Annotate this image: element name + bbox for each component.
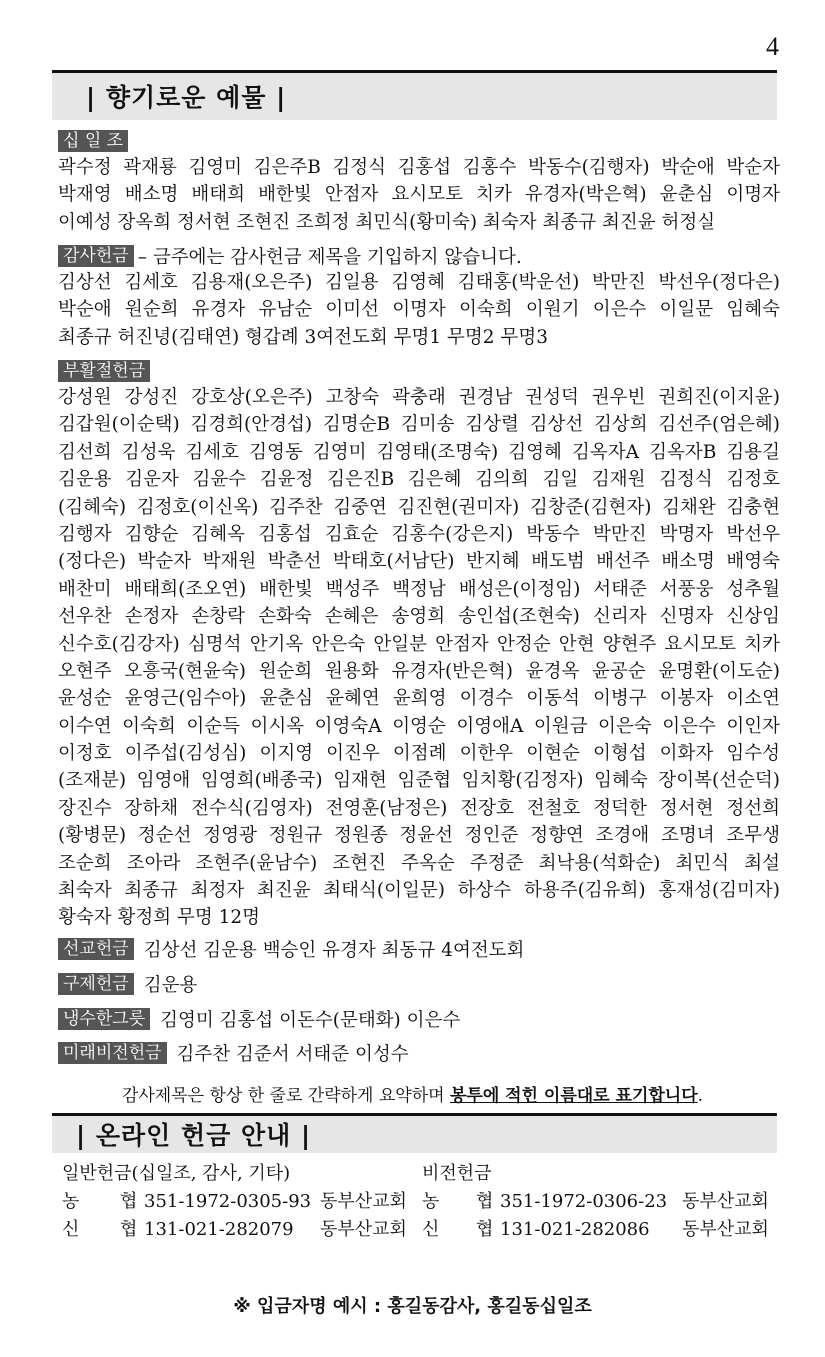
account-number: 131-021-282086 [500,1219,650,1240]
general-offering-header: 일반헌금(십일조, 감사, 기타) [62,1163,291,1184]
deposit-name-example: ※ 입금자명 예시 : 홍길동감사, 홍길동십일조 [233,1296,592,1317]
mission-section [58,936,780,962]
account-number: 351-1972-0306-23 [500,1191,668,1212]
thanks-section [58,243,780,351]
name-line: 김운용 김운자 김윤수 김윤정 김은진B 김은혜 김의희 김일 김재원 김정식 김정호 [58,469,780,491]
relief-section [58,971,780,997]
name-line: 오현주 오흥국(현윤숙) 원순희 원용화 유경자(반은혁) 윤경옥 윤공순 윤명환(이도순) [58,660,780,682]
tithe-list [58,154,780,236]
name-line: (황병문) 정순선 정영광 정원규 정원종 정윤선 정인준 정향연 조경애 조명녀 조무생 [58,825,780,847]
bank-name: 신 [62,1219,80,1240]
page-number: 4 [766,32,779,61]
bank-name: 협 [120,1219,138,1240]
relief-names: 김운용 [143,975,198,996]
account-holder: 동부산교회 [320,1191,407,1212]
account-row [62,1188,782,1216]
name-line: 김선희 김성욱 김세호 김영동 김영미 김영태(조명숙) 김영혜 김옥자A 김옥자B 김용길 [58,441,780,463]
name-line: 신수호(김강자) 심명석 안기옥 안은숙 안일분 안점자 안정순 안현 양현주 요시모토 치카 [58,633,780,655]
name-line: 이수연 이숙희 이순득 이시옥 이영숙A 이영순 이영애A 이원금 이은숙 이은수 이인자 [58,715,780,737]
vision-names: 김주찬 김준서 서태준 이성수 [176,1044,409,1065]
name-line: 김행자 김향순 김혜옥 김홍섭 김효순 김홍수(강은지) 박동수 박만진 박명자 박선우 [58,523,780,545]
name-line: (조재분) 임영애 임영희(배종국) 임재현 임준협 임치황(김정자) 임혜숙 장이복(선순덕) [58,770,780,792]
thanks-tag: 감사헌금 [58,245,134,267]
easter-list [58,384,780,932]
account-number: 131-021-282079 [144,1219,294,1240]
name-line: 선우찬 손정자 손창락 손화숙 손혜은 송영희 송인섭(조현숙) 신리자 신명자 신상임 [58,606,780,628]
name-line: 이예성 장옥희 정서현 조현진 조희정 최민식(황미숙) 최숙자 최종규 최진윤 허정실 [58,211,716,233]
bank-name: 농 [422,1191,440,1212]
name-line: 최숙자 최종규 최정자 최진윤 최태식(이일문) 하상수 하용주(김유희) 홍재성(김미자) [58,880,780,902]
easter-tag: 부활절헌금 [58,360,150,382]
account-holder: 동부산교회 [320,1219,407,1240]
tithe-section [58,128,780,236]
name-line: 황숙자 황정희 무명 12명 [58,907,261,929]
vision-tag: 미래비전헌금 [58,1042,167,1064]
name-line: 이정호 이주섭(김성심) 이지영 이진우 이점례 이한우 이현순 이형섭 이화자 임수성 [58,743,780,765]
name-line: 김갑원(이순택) 김경희(안경섭) 김명순B 김미송 김상렬 김상선 김상희 김선주(엄은혜) [58,414,780,436]
bank-name: 농 [62,1191,80,1212]
vision-section [58,1040,780,1066]
note-suffix: . [697,1086,704,1106]
name-line: 배찬미 배태희(조오연) 배한빛 백성주 백정남 배성은(이정임) 서태준 서풍웅 성추월 [58,578,780,600]
tithe-tag: 십 일 조 [58,130,128,152]
note-emphasis: 봉투에 적힌 이름대로 표기합니다 [449,1086,698,1106]
bank-name: 협 [476,1191,494,1212]
name-line: 강성원 강성진 강호상(오은주) 고창숙 곽충래 권경남 권성덕 권우빈 권희진(이지윤) [58,387,780,408]
name-line: 박재영 배소명 배태희 배한빛 안점자 요시모토 치카 유경자(박은혁) 윤춘심 이명자 [58,184,780,206]
cold-water-names: 김영미 김홍섭 이돈수(문태화) 이은수 [160,1010,461,1031]
account-number: 351-1972-0305-93 [144,1191,312,1212]
vision-offering-header: 비전헌금 [422,1163,492,1184]
note-prefix: 감사제목은 항상 한 줄로 간략하게 요약하며 [121,1086,450,1106]
easter-section [58,358,780,932]
name-line: 장진수 장하채 전수식(김영자) 전영훈(남정은) 전장호 전철호 정덕한 정서현 정선희 [58,797,780,819]
account-holder: 동부산교회 [682,1191,769,1212]
name-line: 박순애 원순희 유경자 유남순 이미선 이명자 이숙희 이원기 이은수 이일문 임혜숙 [58,299,780,321]
cold-water-section [58,1006,780,1032]
name-line: 김상선 김세호 김용재(오은주) 김일용 김영혜 김태홍(박운선) 박만진 박선우(정다은) [58,272,780,293]
account-row [62,1216,782,1244]
account-holder: 동부산교회 [682,1219,769,1240]
thanks-list [58,269,780,351]
thanks-note: – 금주에는 감사헌금 제목을 기입하지 않습니다. [137,247,522,268]
bank-name: 협 [476,1219,494,1240]
name-line: 최종규 허진녕(김태연) 형갑례 3여전도회 무명1 무명2 무명3 [58,326,548,348]
online-section-title: | 온라인 헌금 안내 | [52,1113,777,1153]
relief-tag: 구제헌금 [58,973,134,995]
cold-water-tag: 냉수한그릇 [58,1008,150,1030]
bank-name: 협 [120,1191,138,1212]
mission-names: 김상선 김운용 백승인 유경자 최동규 4여전도회 [143,940,525,961]
bank-name: 신 [422,1219,440,1240]
name-line: 윤성순 윤영근(임수아) 윤춘심 윤혜연 윤희영 이경수 이동석 이병구 이봉자 이소연 [58,688,780,710]
name-line: (정다은) 박순자 박재원 박춘선 박태호(서남단) 반지혜 배도범 배선주 배소명 배영숙 [58,551,780,573]
name-line: (김혜숙) 김정호(이신옥) 김주찬 김중연 김진현(권미자) 김창준(김현자) 김채완 김충현 [58,496,780,518]
mission-tag: 선교헌금 [58,938,134,960]
online-accounts [62,1160,782,1244]
offering-section-title: | 향기로운 예물 | [52,70,777,120]
name-line: 곽수정 곽재룡 김영미 김은주B 김정식 김홍섭 김홍수 박동수(김행자) 박순애 박순자 [58,157,780,178]
offering-note [0,1081,825,1106]
name-line: 조순희 조아라 조현주(윤남수) 조현진 주옥순 주정준 최낙용(석화순) 최민식 최설 [58,852,780,874]
